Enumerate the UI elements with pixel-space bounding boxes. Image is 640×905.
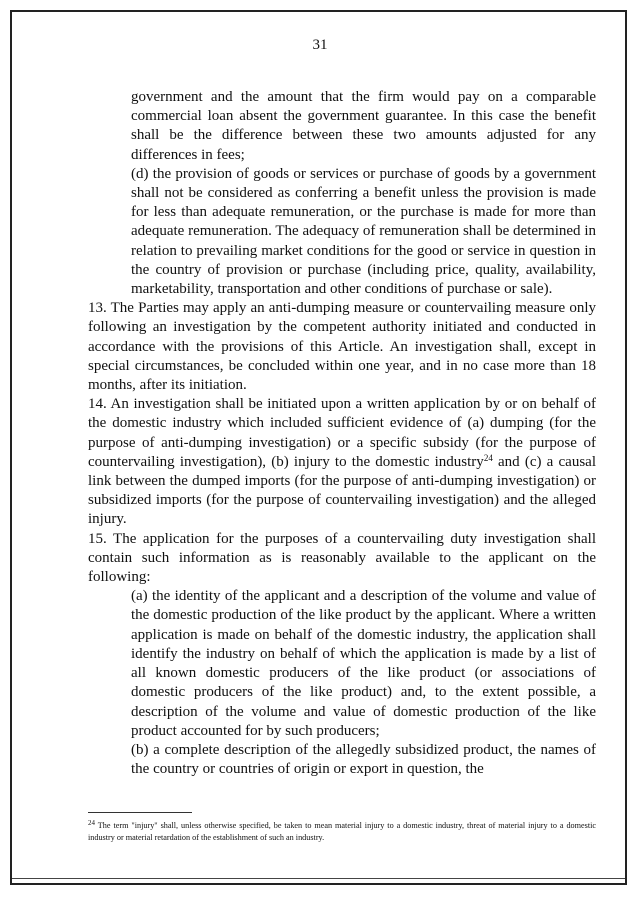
paragraph-d: (d) the provision of goods or services or purchase of goods by a government shall not be considered as conferring a benefit unless the provision is made for less than adequate remuneration, or the purchase is made for more than adequate remuneration. The adequacy of remuneration shall be determined in relation to prevailing market conditions for the good or service in question in the country of provision or purchase (including price, quality, availability, marketability, transportation and other conditions of purchase or sale). (131, 165, 596, 298)
footnote-text: The term "injury" shall, unless otherwise specified, be taken to mean material injury to a domestic industry, threat of material injury to a domestic industry or material retardation of the establishment of such an industry. (88, 821, 596, 842)
footnote-marker: 24 (88, 819, 95, 827)
paragraph-14-part-1: 14. An investigation shall be initiated upon a written application by or on behalf of the domestic industry which included sufficient evidence of (a) dumping (for the purpose of anti-dumping investigation) or a specific subsidy (for the purpose of countervailing investigation), (b) injury to the domestic industry (88, 396, 596, 470)
paragraph-15-a: (a) the identity of the applicant and a description of the volume and value of the domestic production of the like product by the applicant. Where a written application is made on behalf of the domestic industry, the application shall identify the industry on behalf of which the application is made by a list of all known domestic producers of the like product (or associations of domestic producers of the like product) and, to the extent possible, a description of the volume and value of domestic production of the like product accounted for by such producers; (131, 588, 596, 739)
frame-bottom-rule (12, 878, 625, 879)
footnote-separator (88, 812, 192, 813)
paragraph-15-b: (b) a complete description of the allegedly subsidized product, the names of the country or countries of origin or export in question, the (131, 741, 596, 778)
paragraph-13: 13. The Parties may apply an anti-dumping measure or countervailing measure only following an investigation by the competent authority initiated and conducted in accordance with the provisions of this Article. An investigation shall, except in special circumstances, be concluded within one year, and in no case more than 18 months, after its initiation. (88, 300, 596, 394)
paragraph-14-part-2: and (c) a causal link between the dumped imports (for the purpose of anti-dumping investigation) or subsidized imports (for the purpose of countervailing investigation) and the alleged injury. (88, 453, 596, 528)
paragraph-c-continuation: government and the amount that the firm would pay on a comparable commercial loan absent the government guarantee. In this case the benefit shall be the difference between these two amounts adjusted for any differences in fees; (131, 89, 596, 163)
footnote-reference: 24 (483, 452, 493, 463)
document-body (88, 88, 596, 779)
paragraph-14 (88, 395, 596, 529)
paragraph-15: 15. The application for the purposes of a countervailing duty investigation shall contain such information as is reasonably available to the applicant on the following: (88, 530, 596, 586)
page-number: 31 (312, 37, 328, 53)
footnote-24 (88, 820, 596, 843)
